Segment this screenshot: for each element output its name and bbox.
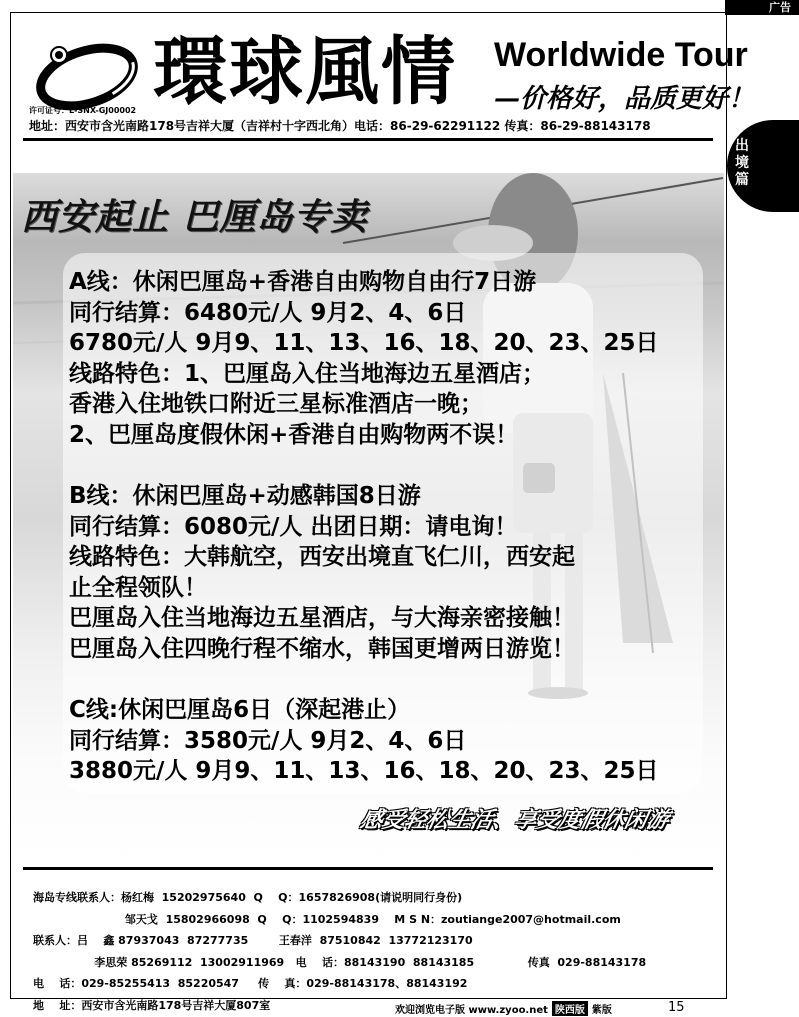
contacts-divider [23,867,713,870]
route-b-line: 巴厘岛入住四晚行程不缩水，韩国更增两日游览！ [69,635,575,662]
route-b [69,481,658,664]
section-tab-label: 出境篇 [735,138,749,188]
section-tab[interactable] [727,120,799,212]
route-a-line: 同行结算：6480元/人 9月2、4、6日 [69,299,467,326]
contact-block [33,887,646,1016]
contact-line: 联系人：吕 鑫 87937043 87277735 王春洋 87510842 13772123170 [33,934,473,947]
route-a-line: 2、巴厘岛度假休闲+香港自由购物两不误！ [69,421,519,448]
contact-line: 海岛专线联系人：杨红梅 15202975640 Q Q：1657826908(请说明同行身份) [33,891,463,904]
route-a-line: 6780元/人 9月9、11、13、16、18、20、23、25日 [69,330,659,356]
route-b-line: 线路特色：大韩航空，西安出境直飞仁川，西安起 [69,544,575,570]
footer-edition: 紫版 [591,1005,612,1016]
contact-line: 地 址：西安市含光南路178号吉祥大厦807室 [33,998,271,1012]
route-a [69,267,658,450]
route-b-line: B线：休闲巴厘岛+动感韩国8日游 [69,483,421,509]
edition-badge: 陕西版 [552,1001,588,1016]
tagline: 感受轻松生活、享受度假休闲游 [357,808,672,833]
route-b-line: 巴厘岛入住当地海边五星酒店，与大海亲密接触！ [69,605,575,631]
route-list [69,267,658,787]
route-a-line: 线路特色：1、巴厘岛入住当地海边五星酒店； [69,360,546,387]
license-number: 许可证号：L-SNX-GJ00002 [29,106,137,115]
contact-line: 邹天戈 15802966098 Q Q：1102594839 M S N：zoutiange2007@hotmail.com [33,912,621,926]
brand-name-english: Worldwide Tour [494,36,748,74]
header-address: 地址：西安市含光南路178号吉祥大厦（吉祥村十字西北角）电话：86-29-62291122 传真：86-29-88143178 [29,119,651,133]
route-c-line: C线:休闲巴厘岛6日（深起港止） [69,697,411,723]
headline: 西安起止 巴厘岛专卖 [21,197,368,238]
route-c-line: 3880元/人 9月9、11、13、16、18、20、23、25日 [69,758,659,784]
header-divider [23,138,713,141]
route-b-line: 同行结算：6080元/人 出团日期：请电询！ [69,513,518,540]
page-number: 15 [668,1000,685,1015]
route-b-line: 止全程领队！ [69,574,207,601]
route-c [69,695,658,787]
brand-slogan: —价格好，品质更好！ [494,84,755,114]
route-a-line: 香港入住地铁口附近三星标准酒店一晚； [69,391,483,417]
ad-label: 广告 [725,0,799,15]
page-footer [395,1001,612,1016]
contact-line: 电 话：029-85255413 85220547 传 真：029-88143178、88143192 [33,977,468,990]
route-a-line: A线：休闲巴厘岛+香港自由购物自由行7日游 [69,269,537,295]
globe-logo-icon [31,33,149,115]
route-c-line: 同行结算：3580元/人 9月2、4、6日 [69,727,467,754]
contact-line: 李思荣 85269112 13002911969 电 话：88143190 88143185 传真 029-88143178 [33,955,647,969]
footer-welcome[interactable]: 欢迎浏览电子版 www.zyoo.net [395,1005,548,1016]
brand-name-chinese: 環球風情 [153,29,457,115]
